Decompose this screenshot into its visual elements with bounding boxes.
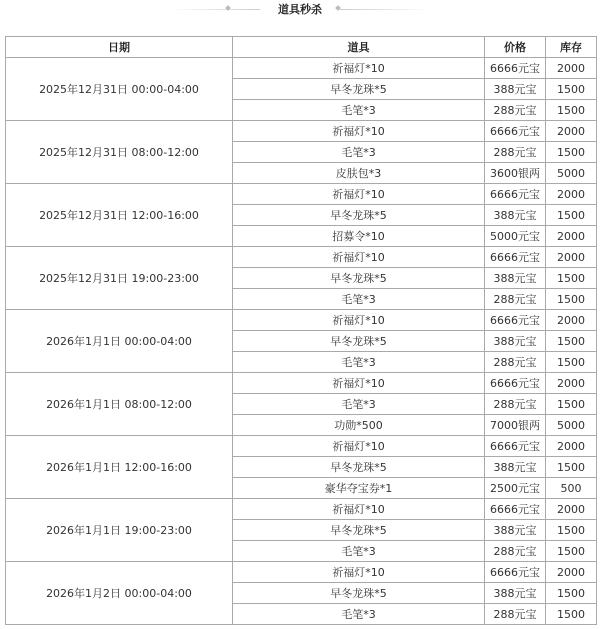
item-cell: 祈福灯*10: [233, 436, 485, 457]
price-cell: 288元宝: [485, 142, 546, 163]
stock-cell: 2000: [546, 310, 597, 331]
flash-sale-table: [5, 36, 597, 625]
item-cell: 早冬龙珠*5: [233, 457, 485, 478]
item-cell: 祈福灯*10: [233, 310, 485, 331]
stock-cell: 1500: [546, 100, 597, 121]
item-cell: 祈福灯*10: [233, 562, 485, 583]
price-cell: 6666元宝: [485, 58, 546, 79]
item-cell: 祈福灯*10: [233, 58, 485, 79]
stock-cell: 1500: [546, 289, 597, 310]
table-row: [6, 499, 597, 520]
price-cell: 6666元宝: [485, 436, 546, 457]
price-cell: 388元宝: [485, 331, 546, 352]
item-cell: 皮肤包*3: [233, 163, 485, 184]
stock-cell: 2000: [546, 247, 597, 268]
stock-cell: 2000: [546, 184, 597, 205]
date-cell: 2025年12月31日 12:00-16:00: [6, 184, 233, 247]
item-cell: 祈福灯*10: [233, 373, 485, 394]
stock-cell: 2000: [546, 121, 597, 142]
date-cell: 2026年1月1日 00:00-04:00: [6, 310, 233, 373]
item-cell: 早冬龙珠*5: [233, 583, 485, 604]
header-price: 价格: [485, 37, 546, 58]
item-cell: 豪华夺宝券*1: [233, 478, 485, 499]
price-cell: 388元宝: [485, 457, 546, 478]
item-cell: 早冬龙珠*5: [233, 79, 485, 100]
stock-cell: 1500: [546, 541, 597, 562]
stock-cell: 1500: [546, 331, 597, 352]
price-cell: 6666元宝: [485, 121, 546, 142]
price-cell: 288元宝: [485, 289, 546, 310]
price-cell: 388元宝: [485, 268, 546, 289]
price-cell: 288元宝: [485, 352, 546, 373]
price-cell: 5000元宝: [485, 226, 546, 247]
price-cell: 6666元宝: [485, 310, 546, 331]
stock-cell: 2000: [546, 499, 597, 520]
item-cell: 毛笔*3: [233, 142, 485, 163]
item-cell: 祈福灯*10: [233, 184, 485, 205]
stock-cell: 1500: [546, 205, 597, 226]
price-cell: 288元宝: [485, 394, 546, 415]
price-cell: 288元宝: [485, 604, 546, 625]
item-cell: 祈福灯*10: [233, 247, 485, 268]
item-cell: 毛笔*3: [233, 352, 485, 373]
price-cell: 6666元宝: [485, 247, 546, 268]
header-stock: 库存: [546, 37, 597, 58]
item-cell: 早冬龙珠*5: [233, 331, 485, 352]
price-cell: 288元宝: [485, 100, 546, 121]
stock-cell: 5000: [546, 163, 597, 184]
date-cell: 2026年1月1日 19:00-23:00: [6, 499, 233, 562]
table-row: [6, 58, 597, 79]
price-cell: 6666元宝: [485, 499, 546, 520]
header-item: 道具: [233, 37, 485, 58]
table-row: [6, 373, 597, 394]
stock-cell: 1500: [546, 268, 597, 289]
price-cell: 6666元宝: [485, 373, 546, 394]
table-row: [6, 562, 597, 583]
price-cell: 3600银两: [485, 163, 546, 184]
price-cell: 2500元宝: [485, 478, 546, 499]
price-cell: 288元宝: [485, 541, 546, 562]
stock-cell: 1500: [546, 520, 597, 541]
stock-cell: 2000: [546, 436, 597, 457]
table-header: [6, 37, 597, 58]
price-cell: 388元宝: [485, 520, 546, 541]
table-row: [6, 436, 597, 457]
price-cell: 388元宝: [485, 583, 546, 604]
date-cell: 2025年12月31日 08:00-12:00: [6, 121, 233, 184]
stock-cell: 2000: [546, 562, 597, 583]
date-cell: 2026年1月1日 08:00-12:00: [6, 373, 233, 436]
item-cell: 毛笔*3: [233, 100, 485, 121]
item-cell: 毛笔*3: [233, 394, 485, 415]
stock-cell: 2000: [546, 373, 597, 394]
item-cell: 早冬龙珠*5: [233, 205, 485, 226]
item-cell: 早冬龙珠*5: [233, 520, 485, 541]
stock-cell: 1500: [546, 604, 597, 625]
date-cell: 2026年1月2日 00:00-04:00: [6, 562, 233, 625]
stock-cell: 1500: [546, 457, 597, 478]
price-cell: 7000银两: [485, 415, 546, 436]
price-cell: 6666元宝: [485, 562, 546, 583]
stock-cell: 5000: [546, 415, 597, 436]
table-row: [6, 184, 597, 205]
stock-cell: 1500: [546, 142, 597, 163]
item-cell: 毛笔*3: [233, 604, 485, 625]
price-cell: 6666元宝: [485, 184, 546, 205]
divider-right: [340, 9, 430, 10]
date-cell: 2026年1月1日 12:00-16:00: [6, 436, 233, 499]
header-date: 日期: [6, 37, 233, 58]
stock-cell: 1500: [546, 394, 597, 415]
item-cell: 毛笔*3: [233, 541, 485, 562]
divider-left: [170, 9, 260, 10]
table-row: [6, 247, 597, 268]
stock-cell: 2000: [546, 58, 597, 79]
price-cell: 388元宝: [485, 79, 546, 100]
item-cell: 毛笔*3: [233, 289, 485, 310]
section-title: 道具秒杀: [0, 0, 600, 22]
stock-cell: 1500: [546, 352, 597, 373]
stock-cell: 2000: [546, 226, 597, 247]
item-cell: 祈福灯*10: [233, 121, 485, 142]
table-row: [6, 121, 597, 142]
date-cell: 2025年12月31日 19:00-23:00: [6, 247, 233, 310]
date-cell: 2025年12月31日 00:00-04:00: [6, 58, 233, 121]
table-row: [6, 310, 597, 331]
item-cell: 招募令*10: [233, 226, 485, 247]
item-cell: 早冬龙珠*5: [233, 268, 485, 289]
stock-cell: 1500: [546, 79, 597, 100]
item-cell: 功勋*500: [233, 415, 485, 436]
price-cell: 388元宝: [485, 205, 546, 226]
stock-cell: 500: [546, 478, 597, 499]
stock-cell: 1500: [546, 583, 597, 604]
item-cell: 祈福灯*10: [233, 499, 485, 520]
